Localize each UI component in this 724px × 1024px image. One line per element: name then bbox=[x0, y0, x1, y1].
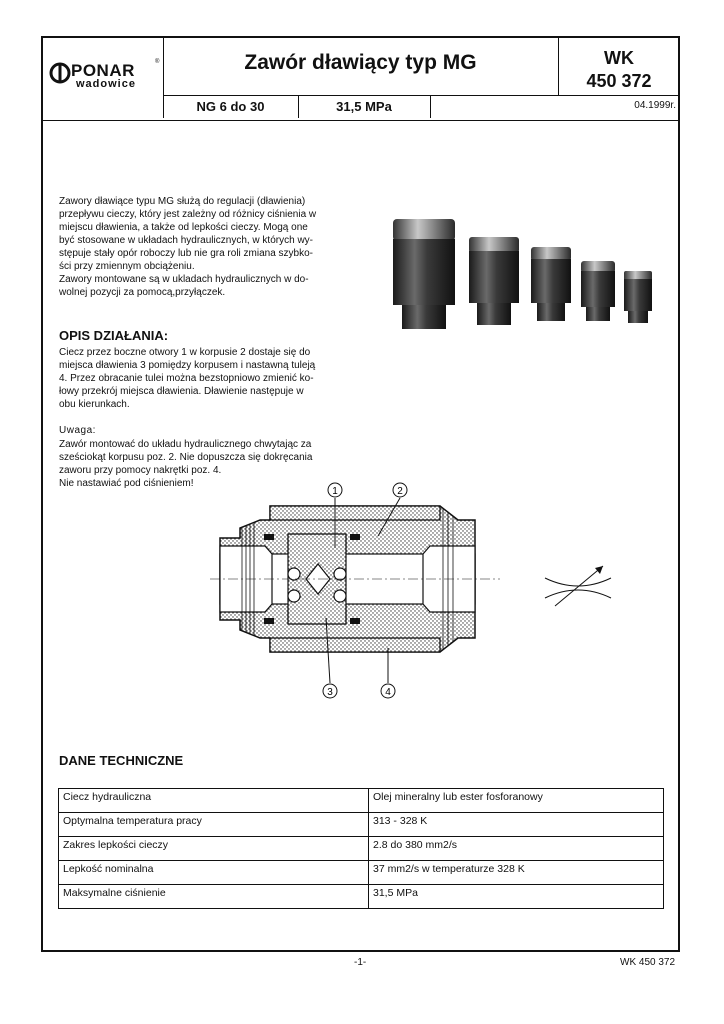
value-cell: 37 mm2/s w temperaturze 328 K bbox=[369, 861, 664, 885]
operation-line: 4. Przez obracanie tulei można bezstopniowo zmienić ko- bbox=[59, 373, 314, 384]
operation-line: Ciecz przez boczne otwory 1 w korpusie 2 dostaje się do bbox=[59, 347, 311, 358]
nominal-size-cell bbox=[163, 95, 299, 118]
tech-heading: DANE TECHNICZNE bbox=[59, 753, 184, 768]
page-number: -1- bbox=[354, 957, 367, 968]
product-photo bbox=[385, 215, 665, 335]
tech-table bbox=[58, 788, 664, 909]
param-cell: Ciecz hydrauliczna bbox=[59, 789, 369, 813]
throttle-symbol-icon bbox=[543, 560, 613, 610]
intro-paragraph bbox=[59, 195, 345, 299]
table-row bbox=[59, 813, 664, 837]
note-line: zaworu przy pomocy nakrętki poz. 4. bbox=[59, 465, 222, 476]
valve-ng6 bbox=[624, 271, 652, 323]
seal bbox=[350, 618, 360, 624]
document-title: Zawór dławiący typ MG bbox=[244, 51, 477, 74]
callout-2: 2 bbox=[397, 486, 403, 497]
table-row bbox=[59, 789, 664, 813]
note-line: Nie nastawiać pod ciśnieniem! bbox=[59, 478, 194, 489]
note-line: Zawór montować do układu hydraulicznego chwytając za bbox=[59, 439, 312, 450]
value-cell: 31,5 MPa bbox=[369, 885, 664, 909]
issue-date: 04.1999r. bbox=[634, 100, 676, 111]
date-cell bbox=[558, 95, 680, 118]
title-cell bbox=[163, 38, 559, 96]
operation-line: łowy przekrój miejsca dławienia. Dławienie następuje w bbox=[59, 386, 304, 397]
catalog-code-prefix: WK bbox=[604, 48, 634, 68]
table-row bbox=[59, 861, 664, 885]
operation-paragraph bbox=[59, 346, 345, 411]
intro-line: Zawory montowane są w ukladach hydraulicznych w do- bbox=[59, 274, 309, 285]
side-hole bbox=[288, 590, 300, 602]
catalog-code-number: 450 372 bbox=[586, 71, 652, 91]
valve-ng10 bbox=[581, 261, 615, 321]
ponar-logo-icon bbox=[49, 62, 71, 84]
intro-line: Zawory dławiące typu MG służą do regulacji (dławienia) bbox=[59, 196, 306, 207]
intro-line: być stosowane w układach hydraulicznych, w których wy- bbox=[59, 235, 313, 246]
title-block bbox=[43, 38, 678, 121]
intro-line: stępuje stały opór roboczy lub nie gra roli zmiana szybko- bbox=[59, 248, 314, 259]
side-hole bbox=[334, 568, 346, 580]
callout-1: 1 bbox=[332, 486, 338, 497]
footer-code: WK 450 372 bbox=[620, 957, 676, 968]
intro-line: ści przy zmiennym obciążeniu. bbox=[59, 261, 195, 272]
intro-line: miejscu dławienia, a także od lepkości cieczy. Mogą one bbox=[59, 222, 308, 233]
param-cell: Zakres lepkości cieczy bbox=[59, 837, 369, 861]
seal bbox=[264, 618, 274, 624]
value-cell: 2.8 do 380 mm2/s bbox=[369, 837, 664, 861]
value-cell: 313 - 328 K bbox=[369, 813, 664, 837]
adjustable-sleeve-top bbox=[270, 506, 440, 520]
pressure-cell bbox=[298, 95, 431, 118]
logo-city: wadowice bbox=[76, 78, 136, 90]
seal bbox=[264, 534, 274, 540]
table-row bbox=[59, 885, 664, 909]
side-hole bbox=[288, 568, 300, 580]
param-cell: Maksymalne ciśnienie bbox=[59, 885, 369, 909]
side-hole bbox=[334, 590, 346, 602]
valve-ng20 bbox=[469, 237, 519, 325]
operation-line: miejsca dławienia 3 pomiędzy korpusem i nastawną tuleją bbox=[59, 360, 316, 371]
callout-4: 4 bbox=[385, 687, 391, 698]
logo-name: PONAR bbox=[71, 61, 135, 80]
param-cell: Lepkość nominalna bbox=[59, 861, 369, 885]
seal bbox=[350, 534, 360, 540]
valve-ng16 bbox=[531, 247, 571, 321]
intro-line: przepływu cieczy, który jest zależny od różnicy ciśnienia w bbox=[59, 209, 317, 220]
valve-ng30 bbox=[393, 219, 455, 329]
intro-line: wolnej pozycji za pomocą,przyłączek. bbox=[59, 287, 226, 298]
logo-cell bbox=[43, 38, 164, 118]
note-line: sześciokąt korpusu poz. 2. Nie dopuszcza się dokręcania bbox=[59, 452, 313, 463]
param-cell: Optymalna temperatura pracy bbox=[59, 813, 369, 837]
nominal-size: NG 6 do 30 bbox=[196, 99, 265, 114]
adjustable-sleeve-bottom bbox=[270, 638, 440, 652]
note-heading: Uwaga: bbox=[59, 425, 96, 436]
value-cell: Olej mineralny lub ester fosforanowy bbox=[369, 789, 664, 813]
pressure-rating: 31,5 MPa bbox=[336, 99, 392, 114]
operation-line: obu kierunkach. bbox=[59, 399, 130, 410]
table-row bbox=[59, 837, 664, 861]
callout-3: 3 bbox=[327, 687, 333, 698]
catalog-code-cell bbox=[558, 38, 680, 96]
logo-registered-mark: ® bbox=[155, 59, 160, 65]
valve-cross-section bbox=[210, 478, 500, 703]
operation-heading: OPIS DZIAŁANIA: bbox=[59, 328, 169, 343]
